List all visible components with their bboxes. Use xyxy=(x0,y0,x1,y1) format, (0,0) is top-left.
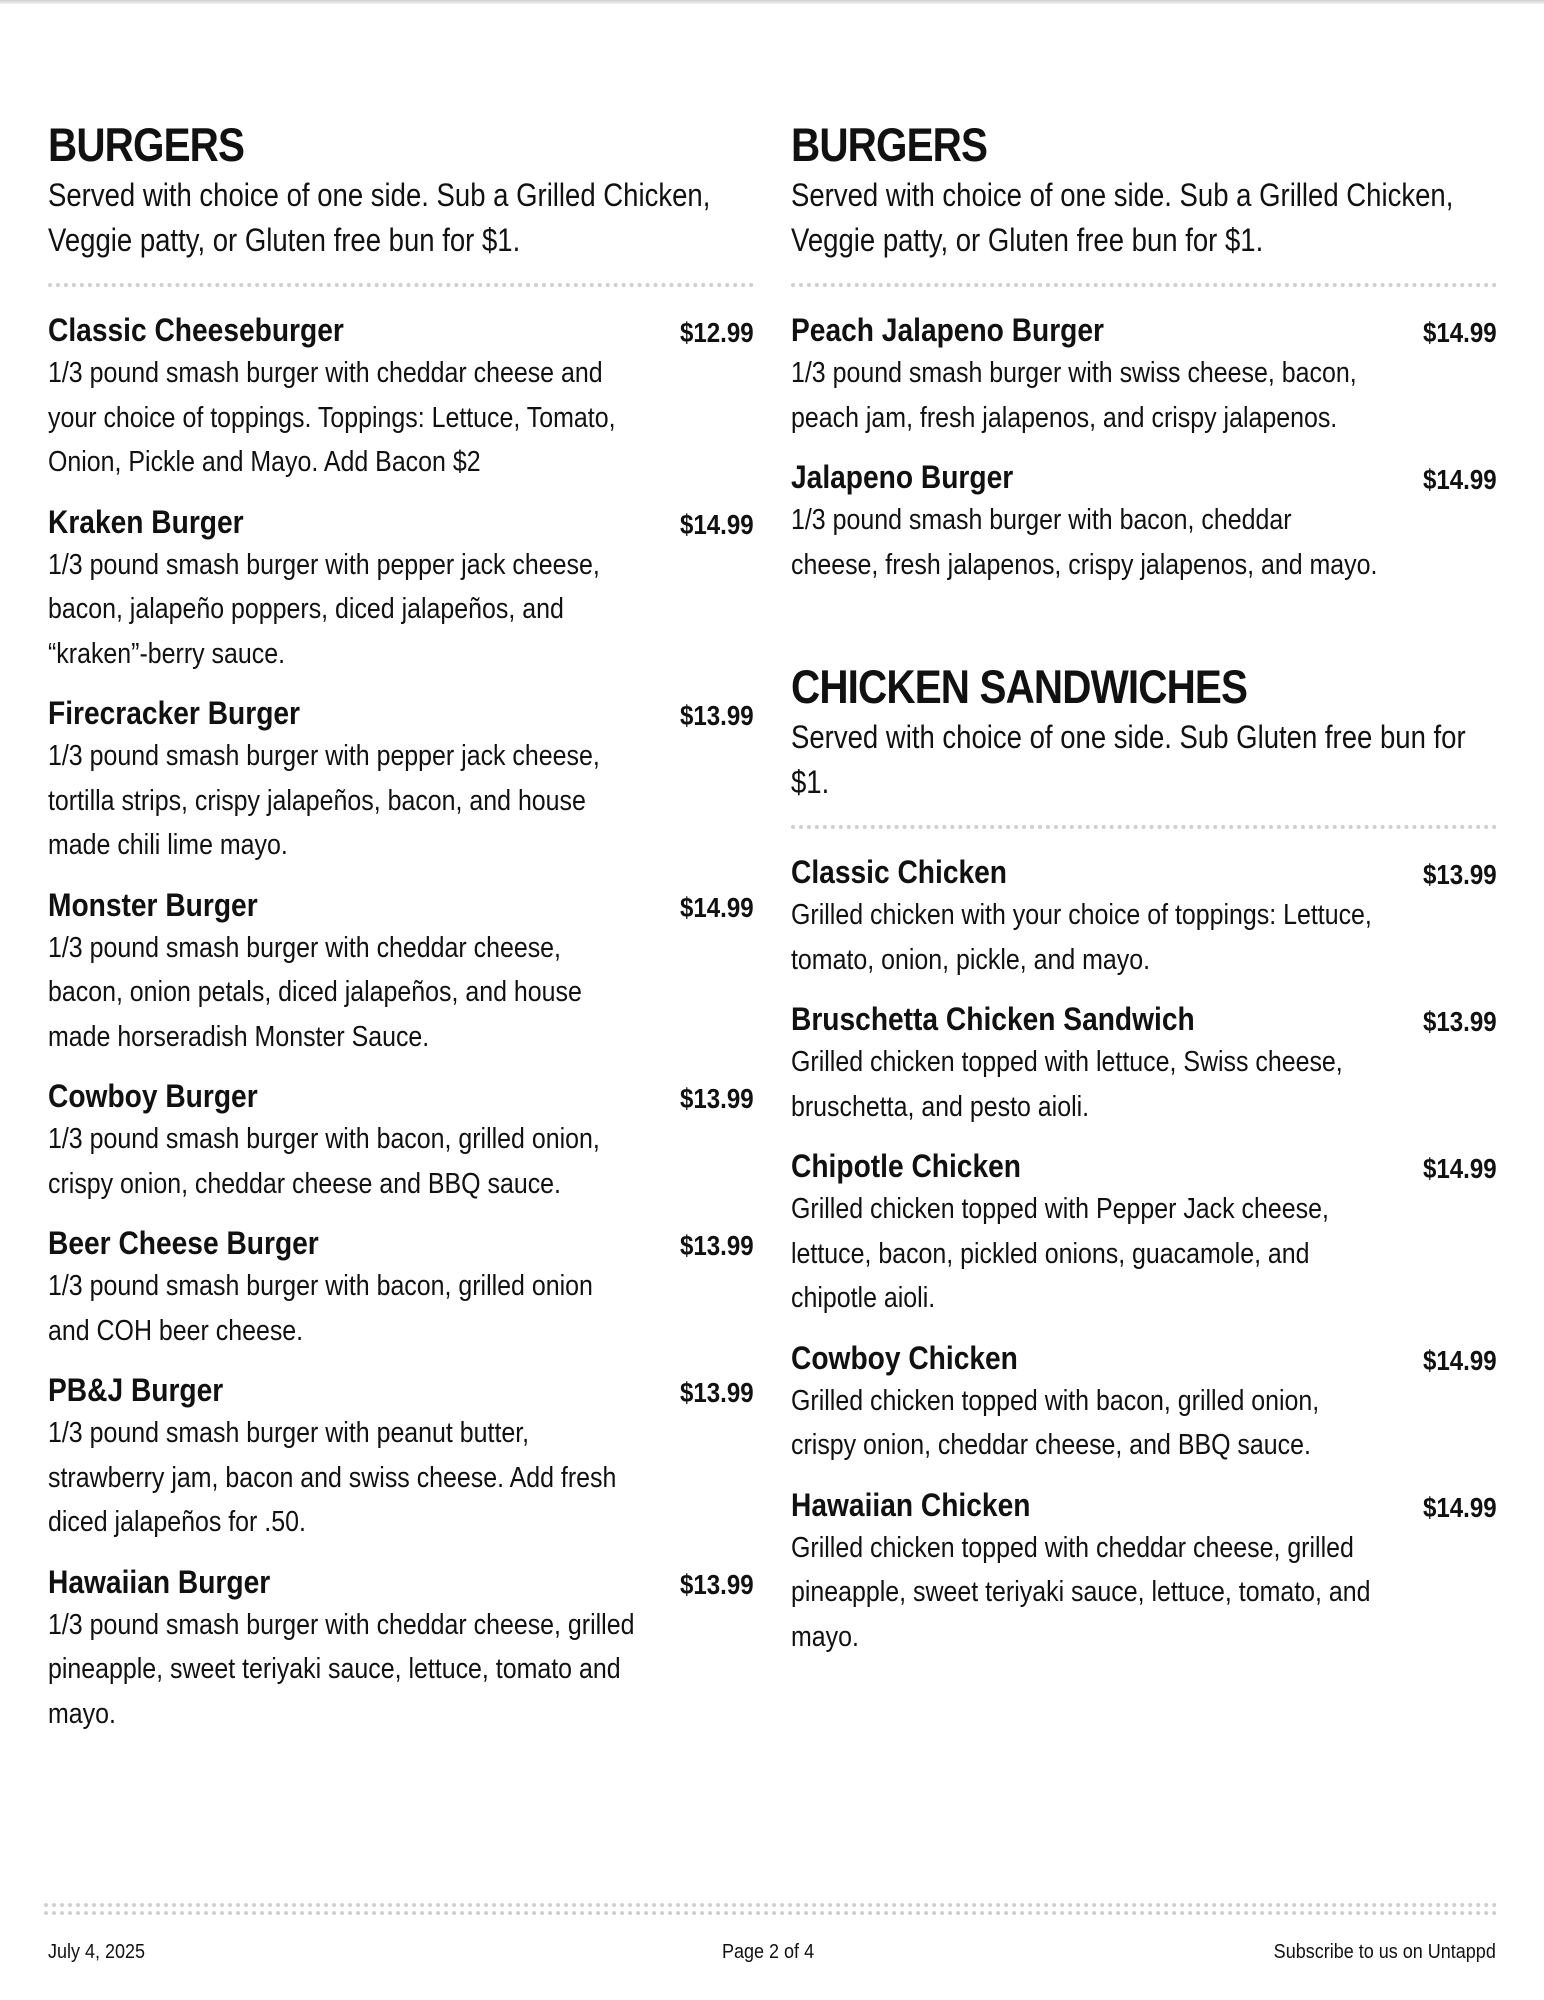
menu-item-price: $12.99 xyxy=(680,317,754,348)
footer-divider xyxy=(44,1903,1498,1907)
menu-item xyxy=(48,309,754,485)
menu-item-price: $14.99 xyxy=(1423,464,1497,495)
section-title-chicken-sandwiches: CHICKEN SANDWICHES xyxy=(791,660,1248,713)
menu-item xyxy=(48,884,754,1060)
section-description-burgers-continued: Served with choice of one side. Sub a Grilled Chicken, Veggie patty, or Gluten free bun for $1. xyxy=(791,177,1454,258)
menu-item-price: $13.99 xyxy=(680,1377,754,1408)
menu-item xyxy=(791,309,1497,440)
menu-item-price: $14.99 xyxy=(1423,1491,1497,1523)
menu-item xyxy=(791,1145,1497,1321)
section-title-burgers-continued: BURGERS xyxy=(791,118,988,171)
footer-divider xyxy=(44,1911,1498,1915)
left-column xyxy=(48,117,754,1752)
menu-item xyxy=(791,1484,1497,1660)
menu-item-description: Grilled chicken topped with bacon, grilled onion, crispy onion, cheddar cheese, and BBQ sauce. xyxy=(791,1384,1320,1461)
menu-item-name: PB&J Burger xyxy=(48,1372,224,1408)
menu-item-name: Classic Cheeseburger xyxy=(48,312,344,348)
menu-item-description: 1/3 pound smash burger with bacon, grilled onion and COH beer cheese. xyxy=(48,1270,593,1347)
menu-item-price: $14.99 xyxy=(680,891,754,923)
menu-item-price: $13.99 xyxy=(680,700,754,731)
menu-item xyxy=(48,1369,754,1545)
menu-item-name: Chipotle Chicken xyxy=(791,1148,1021,1184)
menu-item-description: 1/3 pound smash burger with cheddar cheese, bacon, onion petals, diced jalapeños, and house made horseradish Monster Sauce. xyxy=(48,931,582,1053)
menu-item-description: 1/3 pound smash burger with pepper jack cheese, tortilla strips, crispy jalapeños, bacon, and house made chili lime mayo. xyxy=(48,740,600,861)
menu-item-name: Firecracker Burger xyxy=(48,695,301,731)
menu-item-name: Hawaiian Burger xyxy=(48,1563,271,1600)
menu-item-name: Beer Cheese Burger xyxy=(48,1225,319,1261)
menu-item xyxy=(791,998,1497,1129)
section-description-burgers: Served with choice of one side. Sub a Grilled Chicken, Veggie patty, or Gluten free bun for $1. xyxy=(48,177,711,258)
menu-item xyxy=(48,1222,754,1353)
menu-item-price: $14.99 xyxy=(1423,1344,1497,1376)
menu-item-description: Grilled chicken topped with lettuce, Swiss cheese, bruschetta, and pesto aioli. xyxy=(791,1046,1343,1123)
menu-item-name: Cowboy Chicken xyxy=(791,1339,1018,1376)
menu-item-description: 1/3 pound smash burger with bacon, cheddar cheese, fresh jalapenos, crispy jalapenos, and mayo. xyxy=(791,504,1378,581)
menu-item-description: 1/3 pound smash burger with peanut butter, strawberry jam, bacon and swiss cheese. Add fresh diced jalapeños for .50. xyxy=(48,1417,617,1538)
menu-item xyxy=(791,456,1497,587)
menu-item-name: Jalapeno Burger xyxy=(791,459,1014,495)
page-top-edge xyxy=(0,0,1544,4)
menu-item xyxy=(48,1561,754,1737)
section-divider xyxy=(48,283,754,287)
menu-item xyxy=(791,1337,1497,1468)
menu-item-description: 1/3 pound smash burger with bacon, grilled onion, crispy onion, cheddar cheese and BBQ sauce. xyxy=(48,1123,600,1200)
menu-item-price: $14.99 xyxy=(680,508,754,540)
menu-item-description: 1/3 pound smash burger with pepper jack cheese, bacon, jalapeño poppers, diced jalapeños, and “kraken”-berry sauce. xyxy=(48,548,600,670)
menu-item-price: $13.99 xyxy=(680,1230,754,1261)
menu-item-price: $13.99 xyxy=(680,1568,754,1600)
footer-page-number: Page 2 of 4 xyxy=(722,1941,815,1963)
section-divider xyxy=(791,825,1497,829)
menu-item-price: $14.99 xyxy=(1423,1153,1497,1184)
menu-item xyxy=(791,851,1497,982)
menu-item xyxy=(48,692,754,868)
menu-item-name: Bruschetta Chicken Sandwich xyxy=(791,1001,1195,1037)
section-spacer xyxy=(791,603,1497,659)
menu-item xyxy=(48,1075,754,1206)
menu-item-description: Grilled chicken with your choice of toppings: Lettuce, tomato, onion, pickle, and mayo. xyxy=(791,899,1372,976)
menu-item-price: $13.99 xyxy=(1423,859,1497,890)
menu-item-name: Hawaiian Chicken xyxy=(791,1486,1031,1523)
menu-item-price: $13.99 xyxy=(1423,1006,1497,1037)
section-title-burgers: BURGERS xyxy=(48,118,245,171)
menu-item-name: Classic Chicken xyxy=(791,854,1007,890)
menu-item-name: Monster Burger xyxy=(48,886,258,923)
menu-item-description: 1/3 pound smash burger with cheddar cheese and your choice of toppings. Toppings: Lettuce, Tomato, Onion, Pickle and Mayo. Add Bacon $2 xyxy=(48,357,616,478)
menu-item xyxy=(48,501,754,677)
footer-date: July 4, 2025 xyxy=(48,1941,146,1963)
menu-item-name: Kraken Burger xyxy=(48,503,244,540)
menu-item-name: Cowboy Burger xyxy=(48,1078,258,1114)
menu-item-description: Grilled chicken topped with Pepper Jack cheese, lettuce, bacon, pickled onions, guacamole, and chipotle aioli. xyxy=(791,1193,1329,1314)
menu-item-description: 1/3 pound smash burger with cheddar cheese, grilled pineapple, sweet teriyaki sauce, lettuce, tomato and mayo. xyxy=(48,1608,635,1730)
section-divider xyxy=(791,283,1497,287)
menu-item-description: 1/3 pound smash burger with swiss cheese, bacon, peach jam, fresh jalapenos, and crispy jalapenos. xyxy=(791,357,1357,434)
menu-item-name: Peach Jalapeno Burger xyxy=(791,312,1105,348)
menu-item-description: Grilled chicken topped with cheddar cheese, grilled pineapple, sweet teriyaki sauce, lettuce, tomato, and mayo. xyxy=(791,1531,1371,1653)
menu-item-price: $14.99 xyxy=(1423,317,1497,348)
section-description-chicken-sandwiches: Served with choice of one side. Sub Gluten free bun for $1. xyxy=(791,719,1466,800)
footer-subscribe-link[interactable]: Subscribe to us on Untappd xyxy=(1273,1941,1496,1963)
menu-item-price: $13.99 xyxy=(680,1083,754,1114)
right-column xyxy=(791,117,1497,1675)
